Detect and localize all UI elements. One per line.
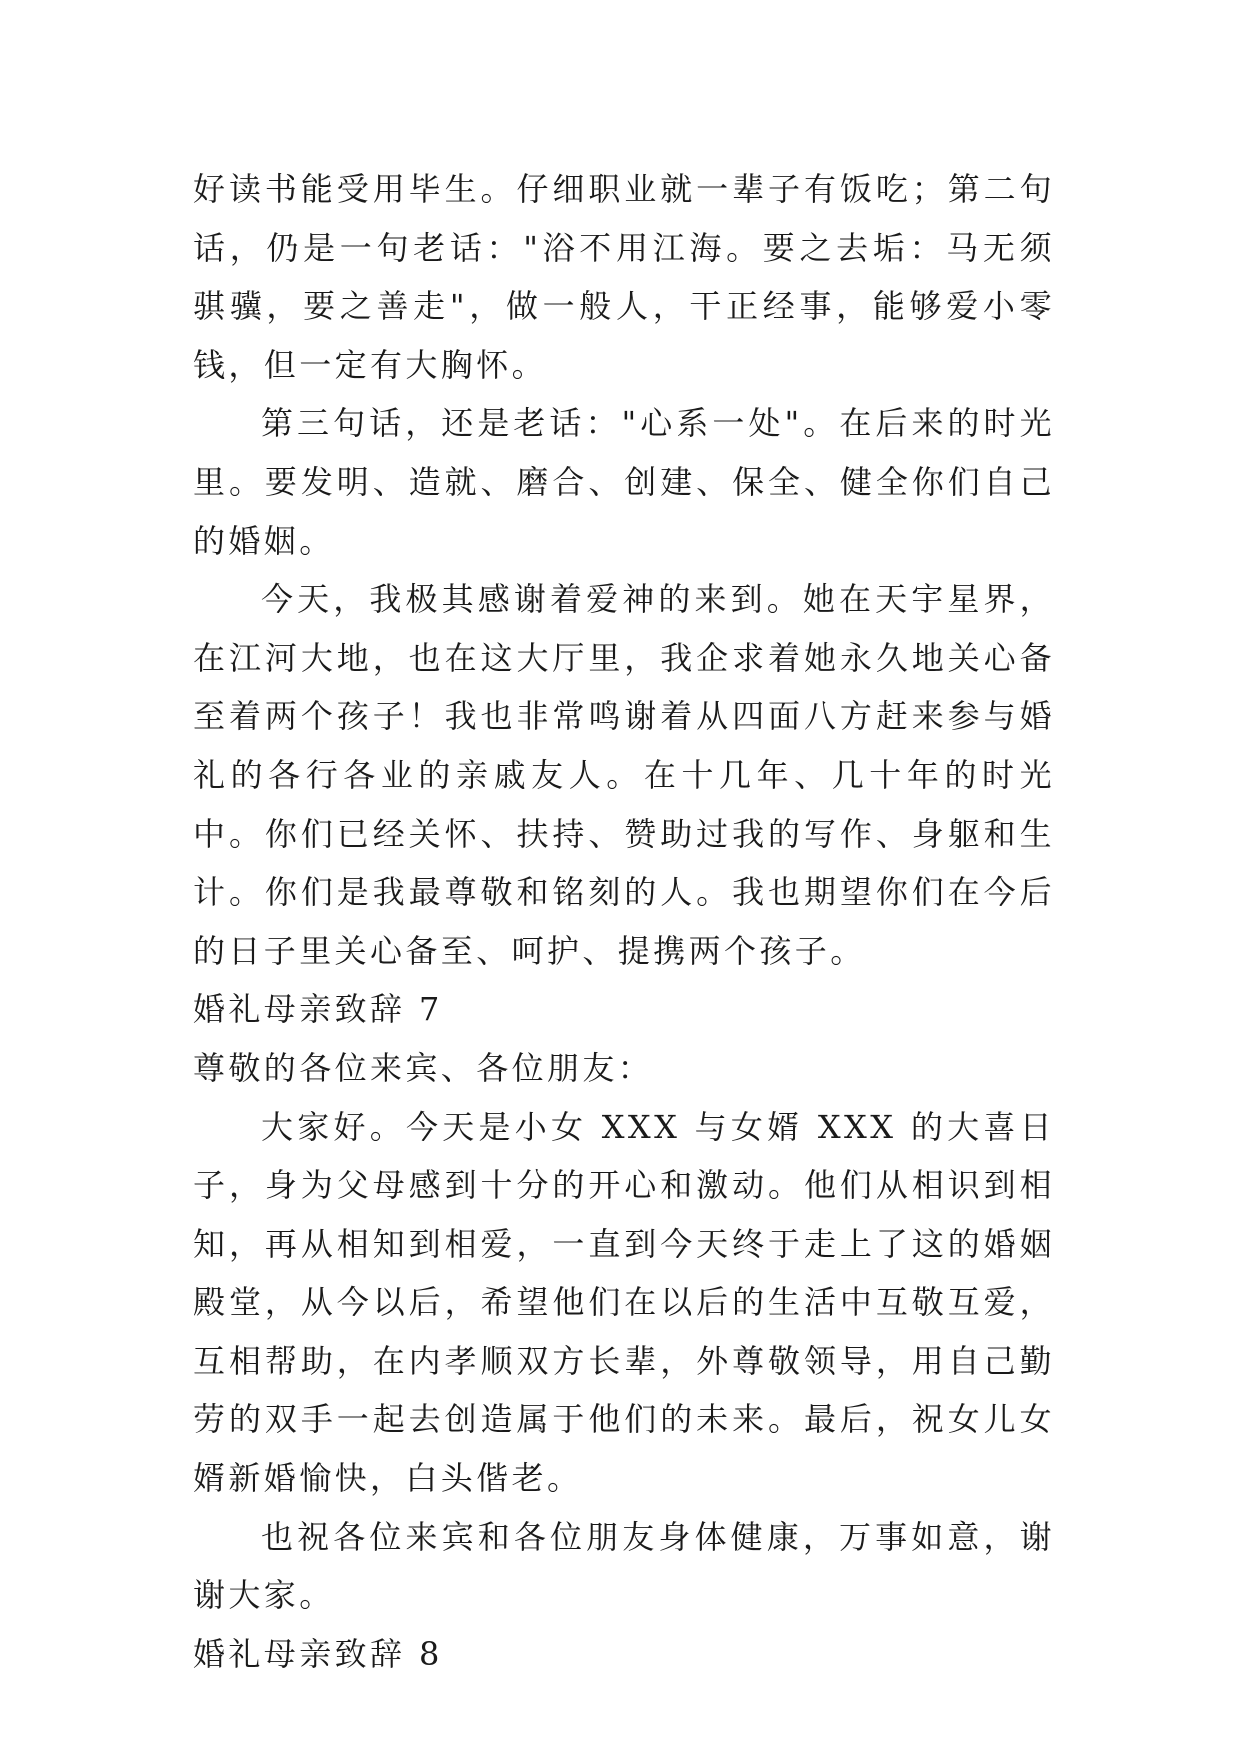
section-heading-8: 婚礼母亲致辞 8	[193, 1634, 443, 1673]
section-heading-7: 婚礼母亲致辞 7	[193, 990, 443, 1029]
document-body	[193, 160, 1055, 1683]
paragraph-gratitude: 今天，我极其感谢着爱神的来到。她在天宇星界，在江河大地，也在这大厅里，我企求着她永久地关心备至着两个孩子！我也非常鸣谢着从四面八方赶来参与婚礼的各行各业的亲戚友人。在十几年、几十年的时光中。你们已经关怀、扶持、赞助过我的写作、身躯和生计。你们是我最尊敬和铭刻的人。我也期望你们在今后的日子里关心备至、呵护、提携两个孩子。	[193, 580, 1055, 970]
paragraph-third-saying: 第三句话，还是老话："心系一处"。在后来的时光里。要发明、造就、磨合、创建、保全、健全你们自己的婚姻。	[193, 404, 1055, 560]
paragraph-closing-wishes: 也祝各位来宾和各位朋友身体健康，万事如意，谢谢大家。	[193, 1517, 1055, 1615]
paragraph-greeting: 大家好。今天是小女 XXX 与女婿 XXX 的大喜日子，身为父母感到十分的开心和激动。他们从相识到相知，再从相知到相爱，一直到今天终于走上了这的婚姻殿堂，从今以后，希望他们在以后的生活中互敬互爱，互相帮助，在内孝顺双方长辈，外尊敬领导，用自己勤劳的双手一起去创造属于他们的未来。最后，祝女儿女婿新婚愉快，白头偕老。	[193, 1107, 1055, 1498]
paragraph-reading-advice: 好读书能受用毕生。仔细职业就一辈子有饭吃；第二句话，仍是一句老话："浴不用江海。要之去垢：马无须骐骥，要之善走"，做一般人，干正经事，能够爱小零钱，但一定有大胸怀。	[193, 170, 1055, 384]
salutation: 尊敬的各位来宾、各位朋友：	[193, 1048, 654, 1087]
